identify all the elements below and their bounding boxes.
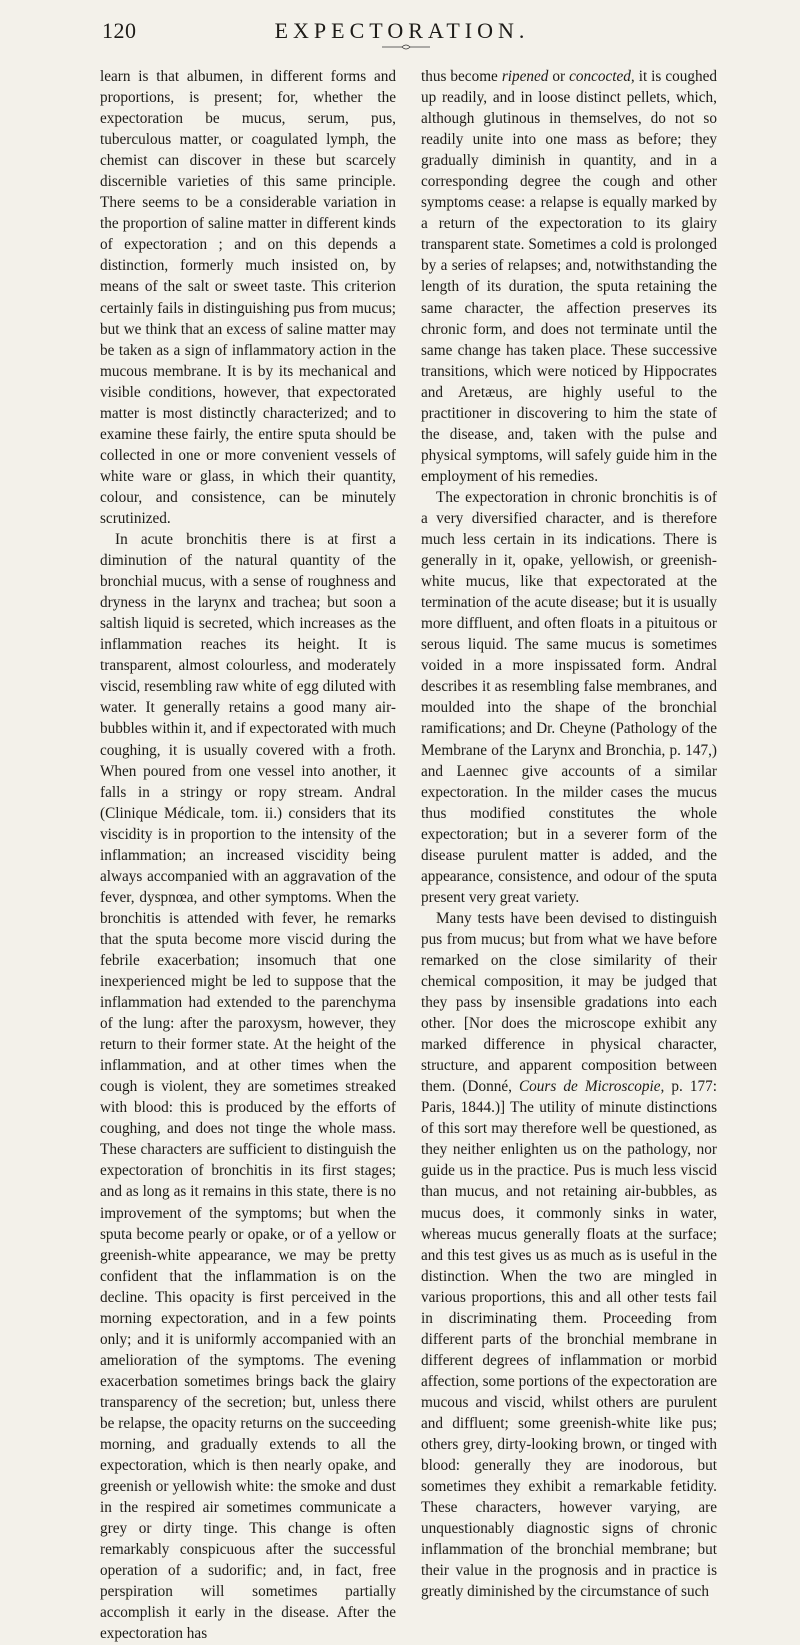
paragraph-chronic-bronchitis: The expectoration in chronic bronchitis is of a very diversified character, and is therefore much less certain in its indications. There is generally in it, opake, yellowish, or greenish-white mucus, like that expectorated at the termination of the acute disease; but it is usually more diffluent, and often floats in a pituitous or serous liquid. The same mucus is sometimes voided in a more inspissated form. Andral describes it as resembling false membranes, and moulded into the shape of the bronchial ramifications; and Dr. Cheyne (Pathology of the Membrane of the Larynx and Bronchia, p. 147,) and Laennec give accounts of a similar expectoration. In the milder cases the mucus thus modified constitutes the whole expectoration; but in a severer form of the disease purulent matter is added, and the appearance, consistence, and odour of the sputa present very great variety. bbox=[421, 488, 717, 906]
left-column bbox=[100, 66, 396, 1645]
text-run: it is coughed up readily, and in loose distinct pellets, which, although glutinous in themselves, do not so readily unite into one mass as before; they gradually diminish in quantity, and in a corresponding degree the cough and other symptoms cease: a relapse is equally marked by a return of the expectoration to its glairy transparent state. Sometimes a cold is prolonged by a series of relapses; and, notwithstanding the length of its duration, the sputa retaining the same character, the affection preserves its chronic form, and does not terminate until the same change has taken place. These successive transitions, which were noticed by Hippocrates and Aretæus, are highly useful to the practitioner in discovering to him the state of the disease, and, taken with the pulse and physical symptoms, will safely guide him in the employment of his remedies. bbox=[421, 68, 718, 485]
italic-term-ripened: ripened bbox=[501, 68, 549, 85]
page-number: 120 bbox=[102, 18, 137, 43]
text-run: Many tests have been devised to distinguish pus from mucus; but from what we have before remarked on the close similarity of their chemical composition, it may be judged that they pass by insensible gradations into each other. [Nor does the microscope exhibit any marked difference in physical character, structure, and apparent composition between them. (Donné, bbox=[421, 909, 717, 1096]
running-head bbox=[102, 14, 702, 44]
right-column bbox=[421, 66, 717, 1602]
text-run: thus become bbox=[421, 68, 502, 85]
paragraph-ripened-sputa bbox=[421, 66, 717, 487]
text-run: or bbox=[548, 68, 570, 85]
paragraph-acute-bronchitis: In acute bronchitis there is at first a diminution of the natural quantity of the bronchial mucus, with a sense of roughness and dryness in the larynx and trachea; but soon a saltish liquid is secreted, which increases as the inflammation reaches its height. It is transparent, almost colourless, and moderately viscid, resembling raw white of egg diluted with water. It generally retains a good many air-bubbles within it, and if expectorated with much coughing, it is usually covered with a froth. When poured from one vessel into another, it falls in a stringy or ropy stream. Andral (Clinique Médicale, tom. ii.) considers that its viscidity is in proportion to the intensity of the inflammation; an increased viscidity being always accompanied with an aggravation of the fever, dyspnœa, and other symptoms. When the bronchitis is attended with fever, he remarks that the sputa become more viscid during the febrile exacerbation; insomuch that one inexperienced might be led to suppose that the inflammation had extended to the parenchyma of the lung: after the paroxysm, however, they return to their former state. At the height of the inflammation, and at other times when the cough is violent, they are sometimes streaked with blood: this is produced by the efforts of coughing, and does not tinge the whole mass. These characters are sufficient to distinguish the expectoration of bronchitis in its first stages; and as long as it remains in this state, there is no improvement of the symptoms; but when the sputa become pearly or opake, or of a yellow or greenish-white appearance, we may be pretty confident that the inflammation is on the decline. This opacity is first perceived in the morning expectoration, and in a few points only; and it is uniformly accompanied with an amelioration of the symptoms. The evening exacerbation sometimes brings back the glairy transparency of the secretion; but, unless there be relapse, the opacity returns on the succeeding morning, and gradually extends to all the expectoration, which is then nearly opake, and greenish or yellowish white: the smoke and dust in the respired air sometimes communicate a grey or dirty tinge. This change is often remarkably conspicuous after the successful operation of a sudorific; and, in fact, free perspiration will sometimes partially accomplish it early in the disease. After the expectoration has bbox=[100, 531, 396, 1643]
text-run: p. 177: Paris, 1844.)] The utility of minute distinctions of this sort may therefore well be questioned, as they neither enlighten us on the pathology, nor guide us in the practice. Pus is much less viscid than mucus, and not retaining air-bubbles, as mucus does, it commonly sinks in water, whereas mucus generally floats at the surface; and this test gives us as much as is useful in the distinction. When the two are mingled in various proportions, this and all other tests fail in discriminating them. Proceeding from different parts of the bronchial membrane in different degrees of inflammation or morbid affection, some portions of the expectoration are mucous and viscid, whilst others are purulent and diffluent; some greenish-white like pus; others grey, dirty-looking brown, or tinged with blood: generally they are inodorous, but sometimes they exhibit a remarkable fetidity. These characters, however varying, are unquestionably diagnostic signs of chronic inflammation of the bronchial membrane; but their value in the prognosis and in practice is greatly diminished by the circumstance of such bbox=[421, 1078, 717, 1601]
paragraph-tests-pus-mucus bbox=[421, 908, 717, 1603]
ornament-rule-icon bbox=[382, 43, 430, 51]
italic-term-concocted: concocted, bbox=[569, 68, 635, 85]
italic-citation: Cours de Microscopie, bbox=[519, 1078, 665, 1096]
paragraph-albumen: learn is that albumen, in different forms and proportions, is present; for, whether the expectoration be mucus, serum, pus, tuberculous matter, or coagulated lymph, the chemist can discover in these but scarcely discernible varieties of this same principle. There seems to be a considerable variation in the proportion of saline matter in different kinds of expectoration ; and on this depends a distinction, formerly much insisted on, by means of the salt or sweet taste. This criterion certainly fails in distinguishing pus from mucus; but we think that an excess of saline matter may be taken as a sign of inflammatory action in the mucous membrane. It is by its mechanical and visible conditions, however, that expectorated matter is most distinctly characterized; and to examine these fairly, the entire sputa should be collected in one or more convenient vessels of white ware or glass, in which their quantity, colour, and consistence, can be minutely scrutinized. bbox=[100, 68, 396, 527]
page-title: EXPECTORATION. bbox=[274, 18, 530, 43]
